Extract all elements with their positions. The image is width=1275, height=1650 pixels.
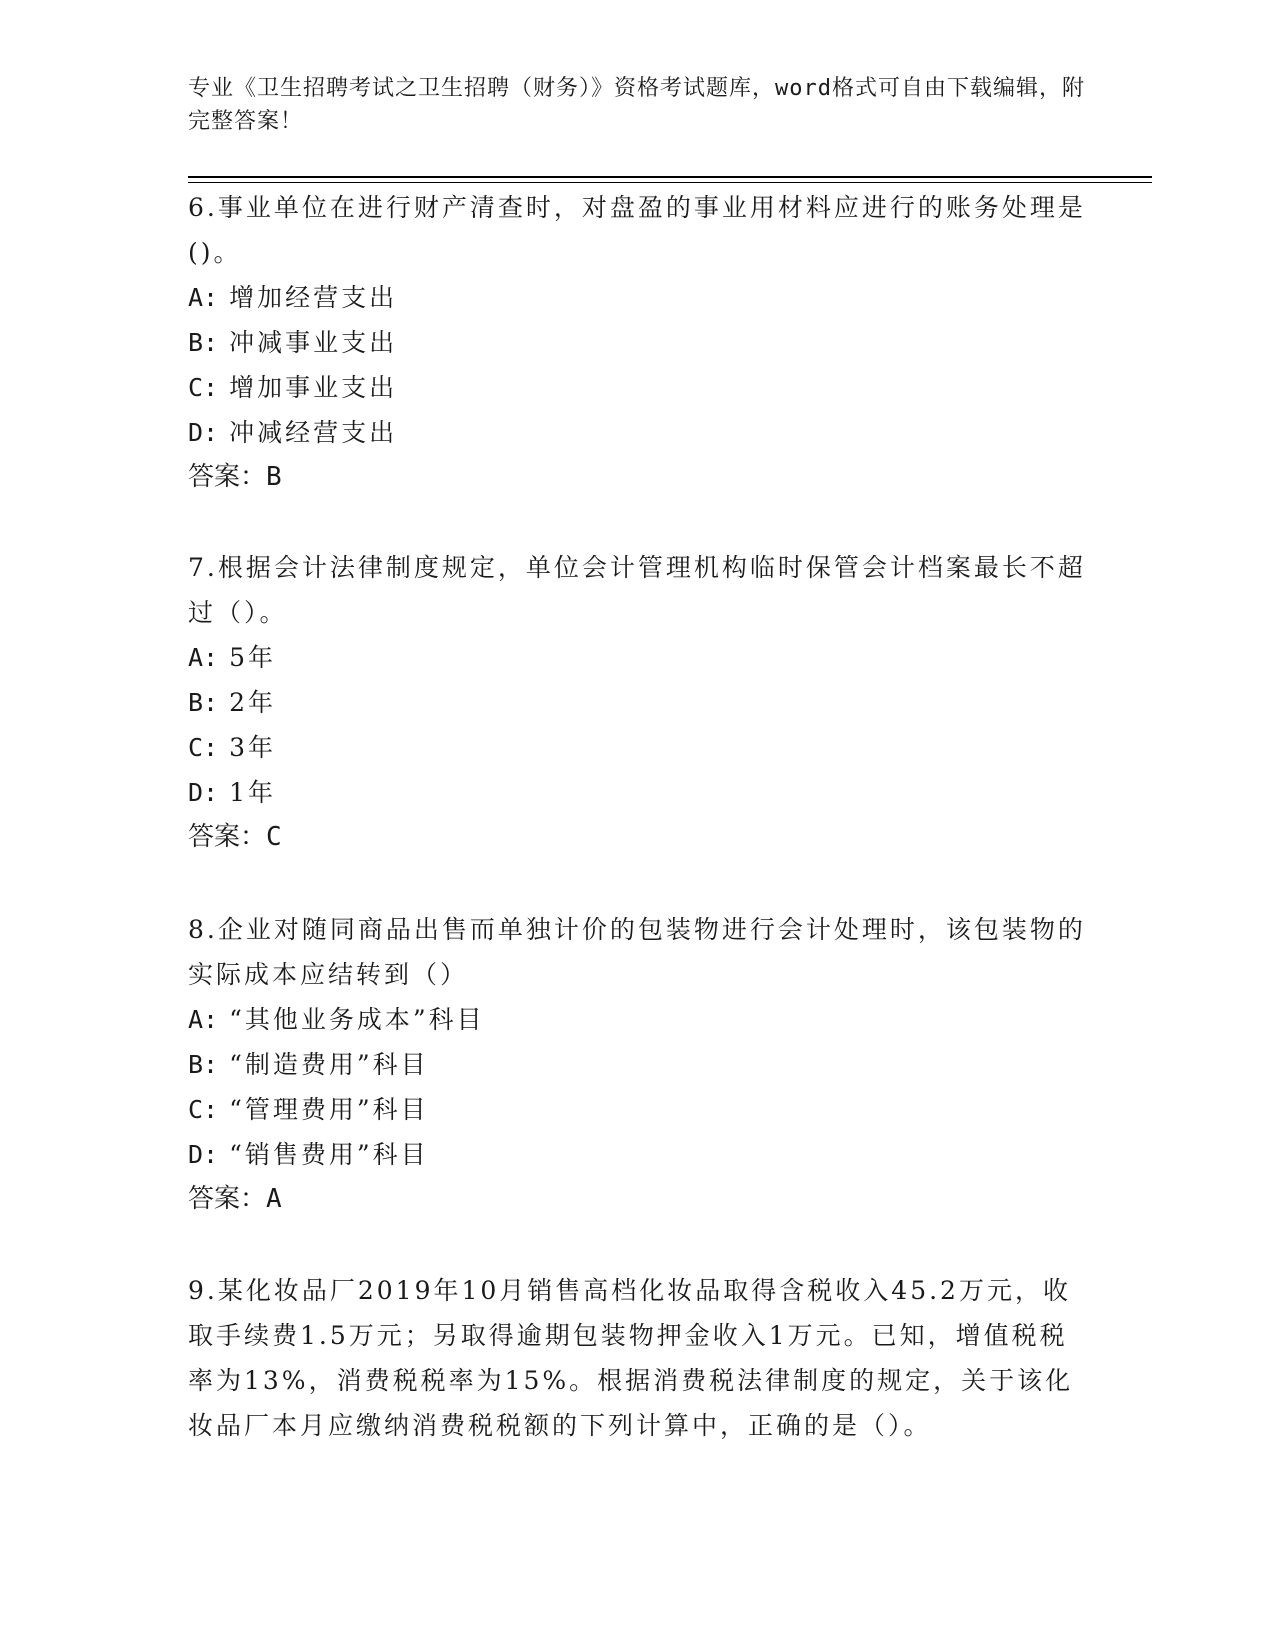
option-letter: A: bbox=[188, 643, 219, 672]
option-letter: D: bbox=[188, 1140, 219, 1169]
answer-value: A bbox=[266, 1184, 282, 1214]
option-text: 5年 bbox=[229, 643, 276, 672]
option-letter: A: bbox=[188, 1005, 219, 1034]
option-b bbox=[188, 680, 1088, 725]
option-c bbox=[188, 725, 1088, 770]
option-letter: B: bbox=[188, 688, 219, 717]
question-stem: 8.企业对随同商品出售而单独计价的包装物进行会计处理时，该包装物的实际成本应结转到（） bbox=[188, 915, 1086, 989]
question-stem: 9.某化妆品厂2019年10月销售高档化妆品取得含税收入45.2万元，收取手续费1.5万元；另取得逾期包装物押金收入1万元。已知，增值税税率为13%，消费税税率为15%。根据消费税法律制度的规定，关于该化妆品厂本月应缴纳消费税税额的下列计算中，正确的是（）。 bbox=[188, 1276, 1074, 1440]
question-stem: 7.根据会计法律制度规定，单位会计管理机构临时保管会计档案最长不超过（）。 bbox=[188, 553, 1086, 627]
option-text: 3年 bbox=[229, 733, 276, 762]
option-letter: C: bbox=[188, 1095, 219, 1124]
option-d bbox=[188, 770, 1088, 815]
answer-line bbox=[188, 455, 1088, 500]
option-b bbox=[188, 1042, 1088, 1087]
option-b bbox=[188, 320, 1088, 365]
option-letter: A: bbox=[188, 283, 219, 312]
option-letter: C: bbox=[188, 733, 219, 762]
option-c bbox=[188, 1087, 1088, 1132]
option-d bbox=[188, 410, 1088, 455]
option-letter: C: bbox=[188, 373, 219, 402]
option-text: 2年 bbox=[229, 688, 276, 717]
answer-line bbox=[188, 815, 1088, 860]
option-text: “销售费用”科目 bbox=[229, 1140, 429, 1169]
answer-label: 答案： bbox=[188, 1184, 267, 1214]
option-text: 增加事业支出 bbox=[229, 373, 398, 402]
option-text: “制造费用”科目 bbox=[229, 1050, 429, 1079]
option-text: 冲减事业支出 bbox=[229, 328, 398, 357]
header-divider-thin bbox=[188, 182, 1152, 183]
answer-label: 答案： bbox=[188, 462, 267, 492]
answer-value: B bbox=[266, 462, 282, 492]
question-stem: 6.事业单位在进行财产清查时，对盘盈的事业用材料应进行的账务处理是()。 bbox=[188, 193, 1086, 267]
option-letter: B: bbox=[188, 1050, 219, 1079]
document-header: 专业《卫生招聘考试之卫生招聘（财务）》资格考试题库，word格式可自由下载编辑，附完整答案！ bbox=[188, 76, 1085, 134]
question-6 bbox=[188, 185, 1088, 500]
option-text: 1年 bbox=[229, 778, 276, 807]
option-text: 增加经营支出 bbox=[229, 283, 398, 312]
option-c bbox=[188, 365, 1088, 410]
option-a bbox=[188, 275, 1088, 320]
option-a bbox=[188, 635, 1088, 680]
option-letter: B: bbox=[188, 328, 219, 357]
option-letter: D: bbox=[188, 778, 219, 807]
answer-label: 答案： bbox=[188, 822, 267, 852]
option-text: “其他业务成本”科目 bbox=[229, 1005, 485, 1034]
option-a bbox=[188, 997, 1088, 1042]
question-8 bbox=[188, 907, 1088, 1222]
option-letter: D: bbox=[188, 418, 219, 447]
option-text: 冲减经营支出 bbox=[229, 418, 398, 447]
question-7 bbox=[188, 545, 1088, 860]
question-9 bbox=[188, 1268, 1088, 1448]
answer-value: C bbox=[266, 822, 282, 852]
header-divider-thick bbox=[188, 176, 1152, 178]
answer-line bbox=[188, 1177, 1088, 1222]
option-text: “管理费用”科目 bbox=[229, 1095, 429, 1124]
option-d bbox=[188, 1132, 1088, 1177]
